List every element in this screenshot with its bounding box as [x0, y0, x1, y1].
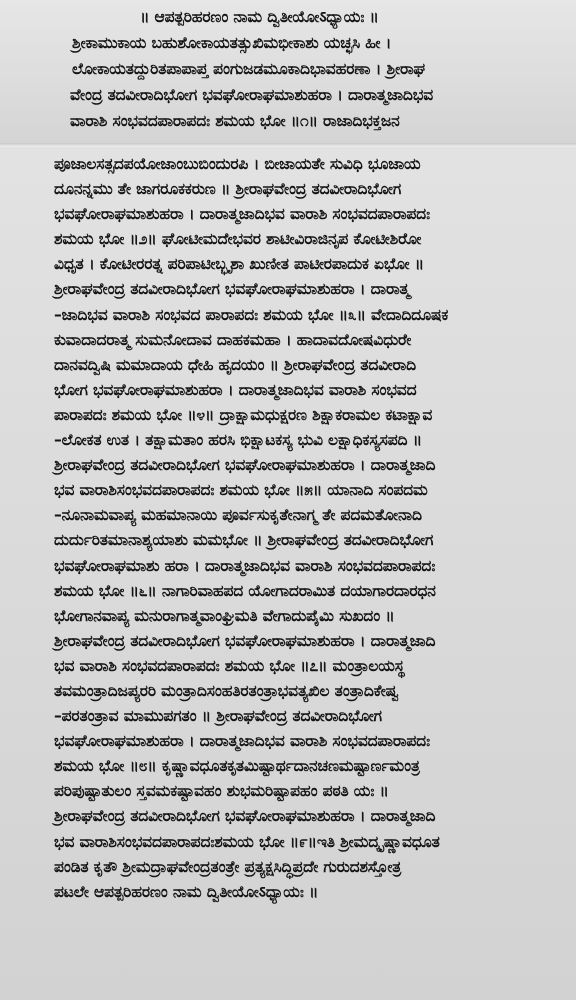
verse-line: ಭವಘೋರಾಘಮಾಶುಹರಾ । ದಾರಾತ್ಮಜಾದಿಭವ ವಾರಾಶಿ ಸಂಭವದಪಾರಾಪದಃ [54, 732, 430, 751]
verse-line: ದೂನನ್ನಮು ತೇ ಜಾಗರೂಕಕರುಣ ॥ ಶ್ರೀರಾಘವೇಂದ್ರ ತದವೀರಾದಿಭೋಗ [54, 180, 402, 199]
verse-line: –ಪರತಂತ್ರಾವ ಮಾಮುಪಗತಂ ॥ ಶ್ರೀರಾಘವೇಂದ್ರ ತದವೀರಾದಿಭೋಗ [54, 707, 382, 726]
verse-line: ಪಾರಾಪದಃ ಶಮಯ ಭೋ ॥೪॥ ದ್ರಾಕ್ಷಾಮಧುಕ್ಷರಣ ಶಿಕ್ಷಾಕರಾಮಲ ಕಟಾಕ್ಷಾವ [54, 405, 433, 424]
verse-line: ಶಮಯ ಭೋ ॥೮॥ ಕೃಷ್ಣಾವಧೂತಕೃತಮಿಷ್ಟಾರ್ಥದಾನಚಣಮಷ್ಟಾರ್ಣಮಂತ್ರ [54, 757, 420, 776]
verse-line: ಶ್ರೀರಾಘವೇಂದ್ರ ತದವೀರಾದಿಭೋಗ ಭವಘೋರಾಘಮಾಶುಹರಾ । ದಾರಾತ್ಮಜಾದಿ [54, 631, 436, 650]
verse-line: ಭವಘೋರಾಘಮಾಶುಹರಾ । ದಾರಾತ್ಮಜಾದಿಭವ ವಾರಾಶಿ ಸಂಭವದಪಾರಾಪದಃ [54, 205, 430, 224]
verse-line: ಶ್ರೀರಾಘವೇಂದ್ರ ತದವೀರಾದಿಭೋಗ ಭವಘೋರಾಘಮಾಶುಹರಾ । ದಾರಾತ್ಮಜಾದಿ [54, 807, 436, 826]
bottom-text-block [0, 152, 576, 955]
verse-line: ವೇಂದ್ರ ತದವೀರಾದಿಭೋಗ ಭವಘೋರಾಘಮಾಶುಹರಾ । ದಾರಾತ್ಮಜಾದಿಭವ [70, 86, 434, 104]
verse-line: ಪೂಜಾಲಸತ್ಸದಪಯೋಜಾಂಬುಬಿಂದುರಪಿ । ಬೀಜಾಯತೇ ಸುವಿಧಿ ಭೂಜಾಯ [54, 155, 421, 173]
chapter-title-line: ॥ ಆಪತ್ಪರಿಹರಣಂ ನಾಮ ದ್ವಿತೀಯೋऽಧ್ಯಾಯಃ ॥ [140, 8, 379, 26]
verse-line: ಭವಘೋರಾಘಮಾಶು ಹರಾ । ದಾರಾತ್ಮಜಾದಿಭವ ವಾರಾಶಿ ಸಂಭವದಪಾರಾಪದಃ [54, 556, 436, 575]
verse-line: ಶಮಯ ಭೋ ॥೬॥ ನಾಗಾರಿವಾಹಪದ ಯೋಗಾದರಾಮಿತ ದಯಾಗಾರದಾರಧನ [54, 581, 436, 600]
verse-line: ಶಮಯ ಭೋ ॥೨॥ ಘೋಟೀಮದೇಭವರ ಶಾಟೀವಿರಾಜಿನೃಪ ಕೋಟೀಶಿರೋ [54, 230, 422, 249]
verse-line: ದಾನವದ್ವಿಷಿ ಮಮಾದಾಯ ಧೇಹಿ ಹೃದಯಂ ॥ ಶ್ರೀರಾಘವೇಂದ್ರ ತದವೀರಾದಿ [54, 355, 416, 374]
top-text-block [0, 4, 576, 134]
verse-line: ಭೋಗಾನವಾಪ್ಯ ಮನುರಾಗಾತ್ಮವಾಂಘ್ರಿಮತಿ ವೇಗಾದುಪೈಮಿ ಸುಖದಂ ॥ [54, 606, 395, 625]
verse-line: ವಿಧೃತ । ಕೋಟೀರರತ್ನ ಪರಿಪಾಟೀಬ್ಭೃಶಾ ಖುಣೀತ ಪಾಟೀರಪಾದುಕ ಏಭೋ ॥ [54, 255, 424, 274]
colophon-line [0, 930, 576, 955]
colophon-line: ಪಟಲೇ ಆಪತ್ಪರಿಹರಣಂ ನಾಮ ದ್ವಿತೀಯೋऽಧ್ಯಾಯಃ ॥ [54, 882, 319, 901]
verse-line: ತವಮಂತ್ರಾದಿಜಪ್ಯರರಿ ಮಂತ್ರಾದಿಸಂಹತಿರತಂತ್ರಾಭವತ್ಯಖಿಲ ತಂತ್ರಾದಿಕೇಷ್ವ [54, 681, 399, 700]
verse-line: ದುರ್ದುರಿತಮಾನಾಶ್ಯಯಾಶು ಮಮಭೋ ॥ ಶ್ರೀರಾಘವೇಂದ್ರ ತದವೀರಾದಿಭೋಗ [54, 531, 434, 550]
verse-line: ಕುವಾದಾದರಾತ್ಮ ಸುಮನೋದಾವ ದಾಹಕಮಹಾ । ಹಾದಾವದೋಷವಿಧುರೇ [54, 330, 412, 349]
verse-line: –ಜಾದಿಭವ ವಾರಾಶಿ ಸಂಭವದ ಪಾರಾಪದಃ ಶಮಯ ಭೋ ॥೩॥ ವೇದಾದಿದೂಷಕ [54, 305, 449, 324]
verse-line: ಭೋಗ ಭವಘೋರಾಘಮಾಶುಹರಾ । ದಾರಾತ್ಮಜಾದಿಭವ ವಾರಾಶಿ ಸಂಭವದ [54, 380, 417, 399]
verse-line: ಶ್ರೀರಾಘವೇಂದ್ರ ತದವೀರಾದಿಭೋಗ ಭವಘೋರಾಘಮಾಶುಹರಾ । ದಾರಾತ್ಮ [54, 280, 410, 299]
verse-line: ಭವ ವಾರಾಶಿಸಂಭವದಪಾರಾಪದಃಶಮಯ ಭೋ ॥೯॥ಇತಿ ಶ್ರೀಮದ್ಕೃಷ್ಣಾವಧೂತ [54, 832, 440, 851]
verse-line: ವಾರಾಶಿ ಸಂಭವದಪಾರಾಪದಃ ಶಮಯ ಭೋ ॥೧॥ ರಾಜಾದಿಭಕ್ತಜನ [70, 112, 400, 130]
scan-seam [0, 143, 576, 147]
verse-line: ಲೋಕಾಯತದ್ದುರಿತಪಾಪಾಪ್ತ ಪಂಗುಜಡಮೂಕಾದಿಭಾವಹರಣಾ । ಶ್ರೀರಾಘ [72, 60, 426, 78]
verse-line: ಭವ ವಾರಾಶಿ ಸಂಭವದಪಾರಾಪದಃ ಶಮಯ ಭೋ ॥೭॥ ಮಂತ್ರಾಲಯಸ್ಥ [54, 656, 405, 675]
verse-line: ಶ್ರೀರಾಘವೇಂದ್ರ ತದವೀರಾದಿಭೋಗ ಭವಘೋರಾಘಮಾಶುಹರಾ । ದಾರಾತ್ಮಜಾದಿ [54, 456, 436, 475]
verse-line: ಶ್ರೀಕಾಮುಕಾಯ ಬಹುಶೋಕಾಯತತ್ಸುಖಿಮಭೀಕಾಶು ಯಚ್ಛಸಿ ಹೀ । [72, 34, 392, 52]
verse-line: ಪರಿಪುಷ್ಟಾತುಲಂ ಸ್ತವಮಕಷ್ಟಾವಹಂ ಶುಭಮರಿಷ್ಟಾಪಹಂ ಪಠತಿ ಯಃ ॥ [54, 782, 389, 801]
verse-line: ಭವ ವಾರಾಶಿಸಂಭವದಪಾರಾಪದಃ ಶಮಯ ಭೋ ॥೫॥ ಯಾನಾದಿ ಸಂಪದಮ [54, 481, 428, 500]
verse-line: –ನೂನಾಮವಾಪ್ಯ ಮಹಮಾನಾಯಿ ಪೂರ್ವಸುಕೃತೇನಾಗ್ಮ ತೇ ಪದಮತೋನಾದಿ [54, 506, 422, 525]
verse-line: –ಲೋಕತ ಉತ । ತಕ್ಷಾಮತಾಂ ಹರಸಿ ಭಿಕ್ಷಾಟಕಸ್ಯ ಭುವಿ ಲಕ್ಷಾಧಿಕಸ್ಯಸಪದಿ ॥ [54, 431, 422, 450]
verse-line: ಪಂಡಿತ ಕೃತೌ ಶ್ರೀಮದ್ರಾಘವೇಂದ್ರತಂತ್ರೇ ಪ್ರತ್ಯಕ್ಷಸಿದ್ಧಿಪ್ರದೇ ಗುರುದಶಸ್ತೋತ್ರ [54, 857, 401, 876]
colophon-line [0, 905, 576, 930]
